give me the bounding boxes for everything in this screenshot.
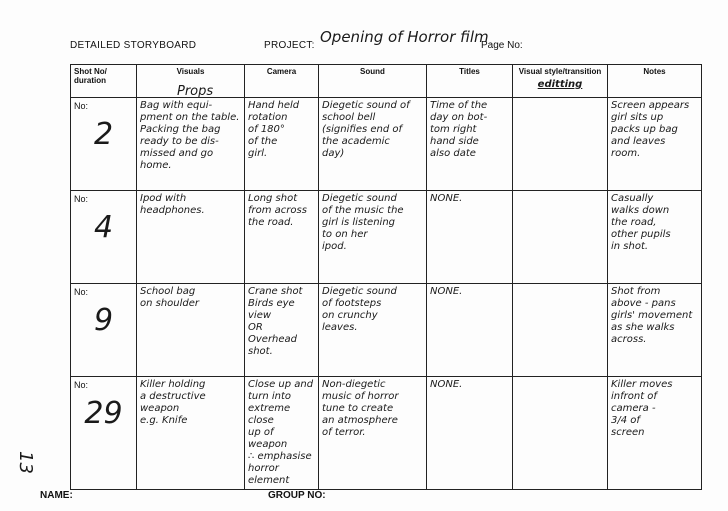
sound-cell <box>319 284 427 377</box>
sound-cell <box>319 98 427 191</box>
shot-cell <box>71 191 137 284</box>
camera-text: Close up and turn into extreme close up of weapon ∴ emphasise horror element <box>248 379 314 486</box>
camera-cell <box>245 98 319 191</box>
shot-cell <box>71 98 137 191</box>
shot-no-label: No: <box>74 194 89 204</box>
style-cell <box>513 98 608 191</box>
shot-cell <box>71 377 137 490</box>
notes-text: Killer moves infront of camera - 3/4 of screen <box>611 379 673 438</box>
notes-cell <box>608 377 702 490</box>
project-title: Opening of Horror film <box>320 28 489 46</box>
col-header-camera: Camera <box>245 65 319 98</box>
col-header-sound: Sound <box>319 65 427 98</box>
style-cell <box>513 377 608 490</box>
camera-cell <box>245 377 319 490</box>
notes-cell <box>608 98 702 191</box>
table-row <box>71 191 702 284</box>
titles-cell <box>427 98 513 191</box>
col-header-shot: Shot No/ duration <box>71 65 137 98</box>
visuals-text: Killer holding a destructive weapon e.g. Knife <box>140 379 206 426</box>
visuals-text: School bag on shoulder <box>140 286 200 309</box>
shot-no-label: No: <box>74 287 89 297</box>
shot-number: 2 <box>93 117 114 152</box>
shot-no-label: No: <box>74 380 89 390</box>
visuals-cell <box>137 377 245 490</box>
name-label: NAME: <box>40 490 73 501</box>
visuals-text: Ipod with headphones. <box>140 193 205 216</box>
visuals-props-note: Props <box>177 84 214 99</box>
project-label: PROJECT: <box>264 40 315 51</box>
col-header-style <box>513 65 608 98</box>
page-number-label: Page No: <box>481 40 523 51</box>
notes-cell <box>608 191 702 284</box>
notes-text: Shot from above - pans girls' movement as she walks across. <box>611 286 693 345</box>
notes-text: Screen appears girl sits up packs up bag and leaves room. <box>611 100 690 159</box>
camera-cell <box>245 191 319 284</box>
sound-text: Diegetic sound of footsteps on crunchy leaves. <box>322 286 397 333</box>
shot-cell <box>71 284 137 377</box>
shot-number: 4 <box>93 210 114 245</box>
shot-number: 29 <box>84 396 123 431</box>
table-header-row <box>71 65 702 98</box>
shot-no-label: No: <box>74 101 89 111</box>
titles-text: Time of the day on bot- tom right hand side also date <box>430 100 488 159</box>
group-label: GROUP NO: <box>268 490 326 501</box>
visuals-cell <box>137 191 245 284</box>
notes-cell <box>608 284 702 377</box>
sound-text: Diegetic sound of school bell (signifies end of the academic day) <box>322 100 410 159</box>
storyboard-label: DETAILED STORYBOARD <box>70 40 197 51</box>
style-cell <box>513 191 608 284</box>
visuals-cell <box>137 98 245 191</box>
titles-cell <box>427 284 513 377</box>
table-row <box>71 284 702 377</box>
col-header-notes: Notes <box>608 65 702 98</box>
titles-cell <box>427 191 513 284</box>
style-cell <box>513 284 608 377</box>
col-header-style-label: Visual style/transition <box>518 67 602 76</box>
camera-text: Crane shot Birds eye view OR Overhead shot. <box>248 286 303 357</box>
titles-text: NONE. <box>430 193 463 204</box>
notes-text: Casually walks down the road, other pupils in shot. <box>611 193 671 252</box>
titles-text: NONE. <box>430 379 463 390</box>
table-row <box>71 377 702 490</box>
table-row <box>71 98 702 191</box>
shot-number: 9 <box>93 303 114 338</box>
visuals-text: Bag with equi- pment on the table. Packing the bag ready to be dis- missed and go home. <box>140 100 240 171</box>
col-header-titles: Titles <box>427 65 513 98</box>
sound-cell <box>319 191 427 284</box>
margin-page-mark: 13 <box>14 451 36 474</box>
titles-cell <box>427 377 513 490</box>
sound-text: Non-diegetic music of horror tune to create an atmosphere of terror. <box>322 379 399 438</box>
titles-text: NONE. <box>430 286 463 297</box>
camera-text: Long shot from across the road. <box>248 193 307 228</box>
style-editing-note: editting <box>537 79 583 90</box>
col-header-visuals: Visuals <box>137 65 245 98</box>
camera-text: Hand held rotation of 180° of the girl. <box>248 100 300 159</box>
sound-text: Diegetic sound of the music the girl is listening to on her ipod. <box>322 193 404 252</box>
visuals-cell <box>137 284 245 377</box>
sound-cell <box>319 377 427 490</box>
camera-cell <box>245 284 319 377</box>
storyboard-table <box>70 64 702 490</box>
